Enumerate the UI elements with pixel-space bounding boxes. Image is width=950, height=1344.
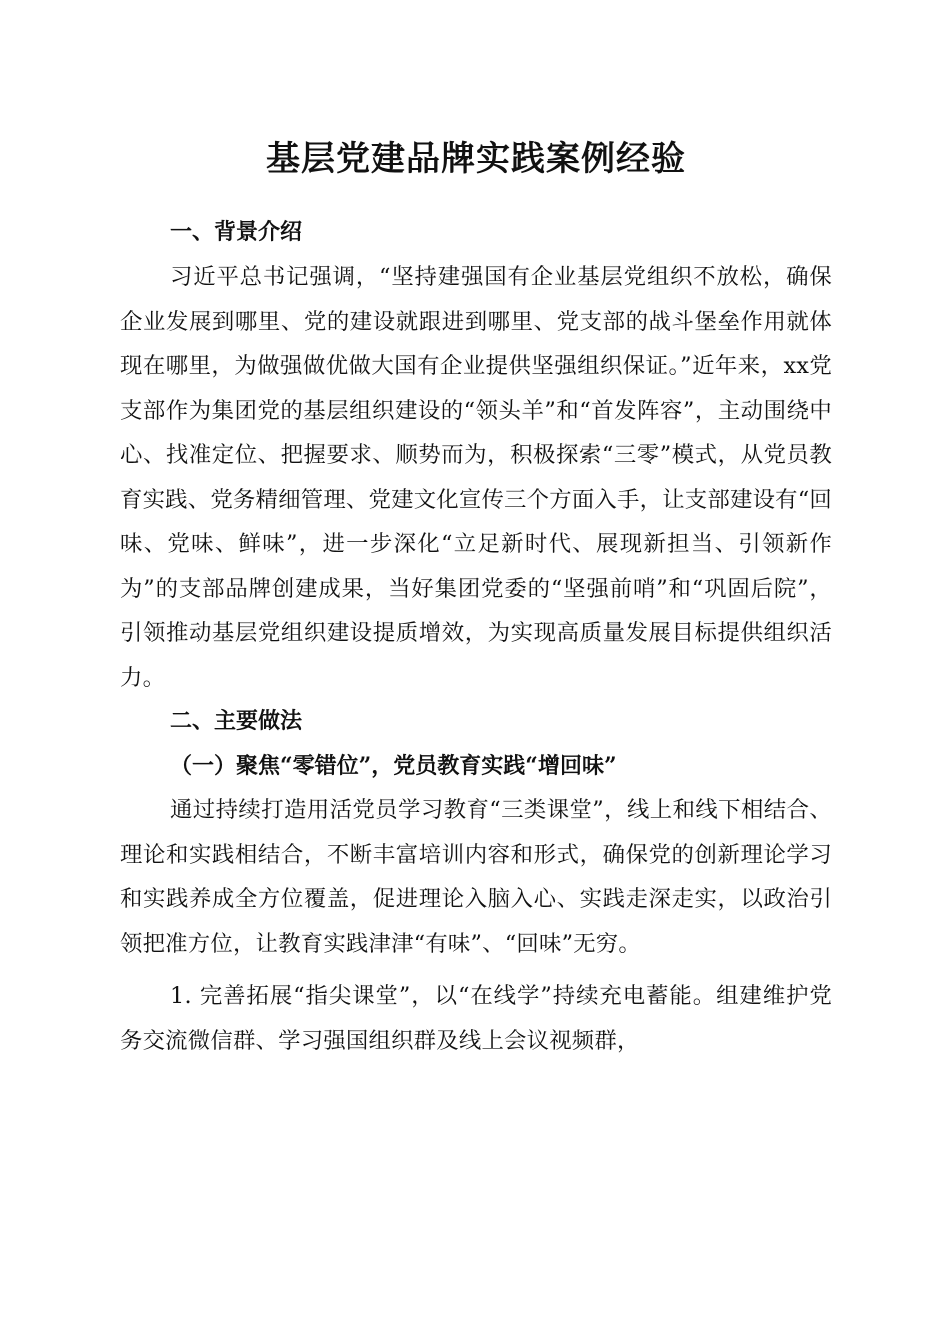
document-body: [120, 211, 832, 1063]
paragraph-three-classrooms: 通过持续打造用活党员学习教育“三类课堂”，线上和线下相结合、理论和实践相结合，不断丰富培训内容和形式，确保党的创新理论学习和实践养成全方位覆盖，促进理论入脑入心、实践走深走实，以政治引领把准方位，让教育实践津津“有味”、“回味”无穷。: [120, 797, 832, 957]
section-heading-background: 一、背景介绍: [170, 220, 303, 245]
paragraph-fingertip-classroom: 1. 完善拓展“指尖课堂”，以“在线学”持续充电蓄能。组建维护党务交流微信群、学习强国组织群及线上会议视频群，: [120, 983, 832, 1054]
paragraph-gap: [120, 966, 832, 974]
section-heading-main-practices: 二、主要做法: [170, 709, 303, 734]
paragraph-background: 习近平总书记强调，“坚持建强国有企业基层党组织不放松，确保企业发展到哪里、党的建设就跟进到哪里、党支部的战斗堡垒作用就体现在哪里，为做强做优做大国有企业提供坚强组织保证。”近年来，xx党支部作为集团党的基层组织建设的“领头羊”和“首发阵容”，主动围绕中心、找准定位、把握要求、顺势而为，积极探索“三零”模式，从党员教育实践、党务精细管理、党建文化宣传三个方面入手，让支部建设有“回味、党味、鲜味”，进一步深化“立足新时代、展现新担当、引领新作为”的支部品牌创建成果，当好集团党委的“坚强前哨”和“巩固后院”，引领推动基层党组织建设提质增效，为实现高质量发展目标提供组织活力。: [120, 264, 832, 691]
subsection-heading-zero-misalignment: （一）聚焦“零错位”，党员教育实践“增回味”: [170, 753, 617, 779]
document-title: 基层党建品牌实践案例经验: [266, 139, 686, 179]
